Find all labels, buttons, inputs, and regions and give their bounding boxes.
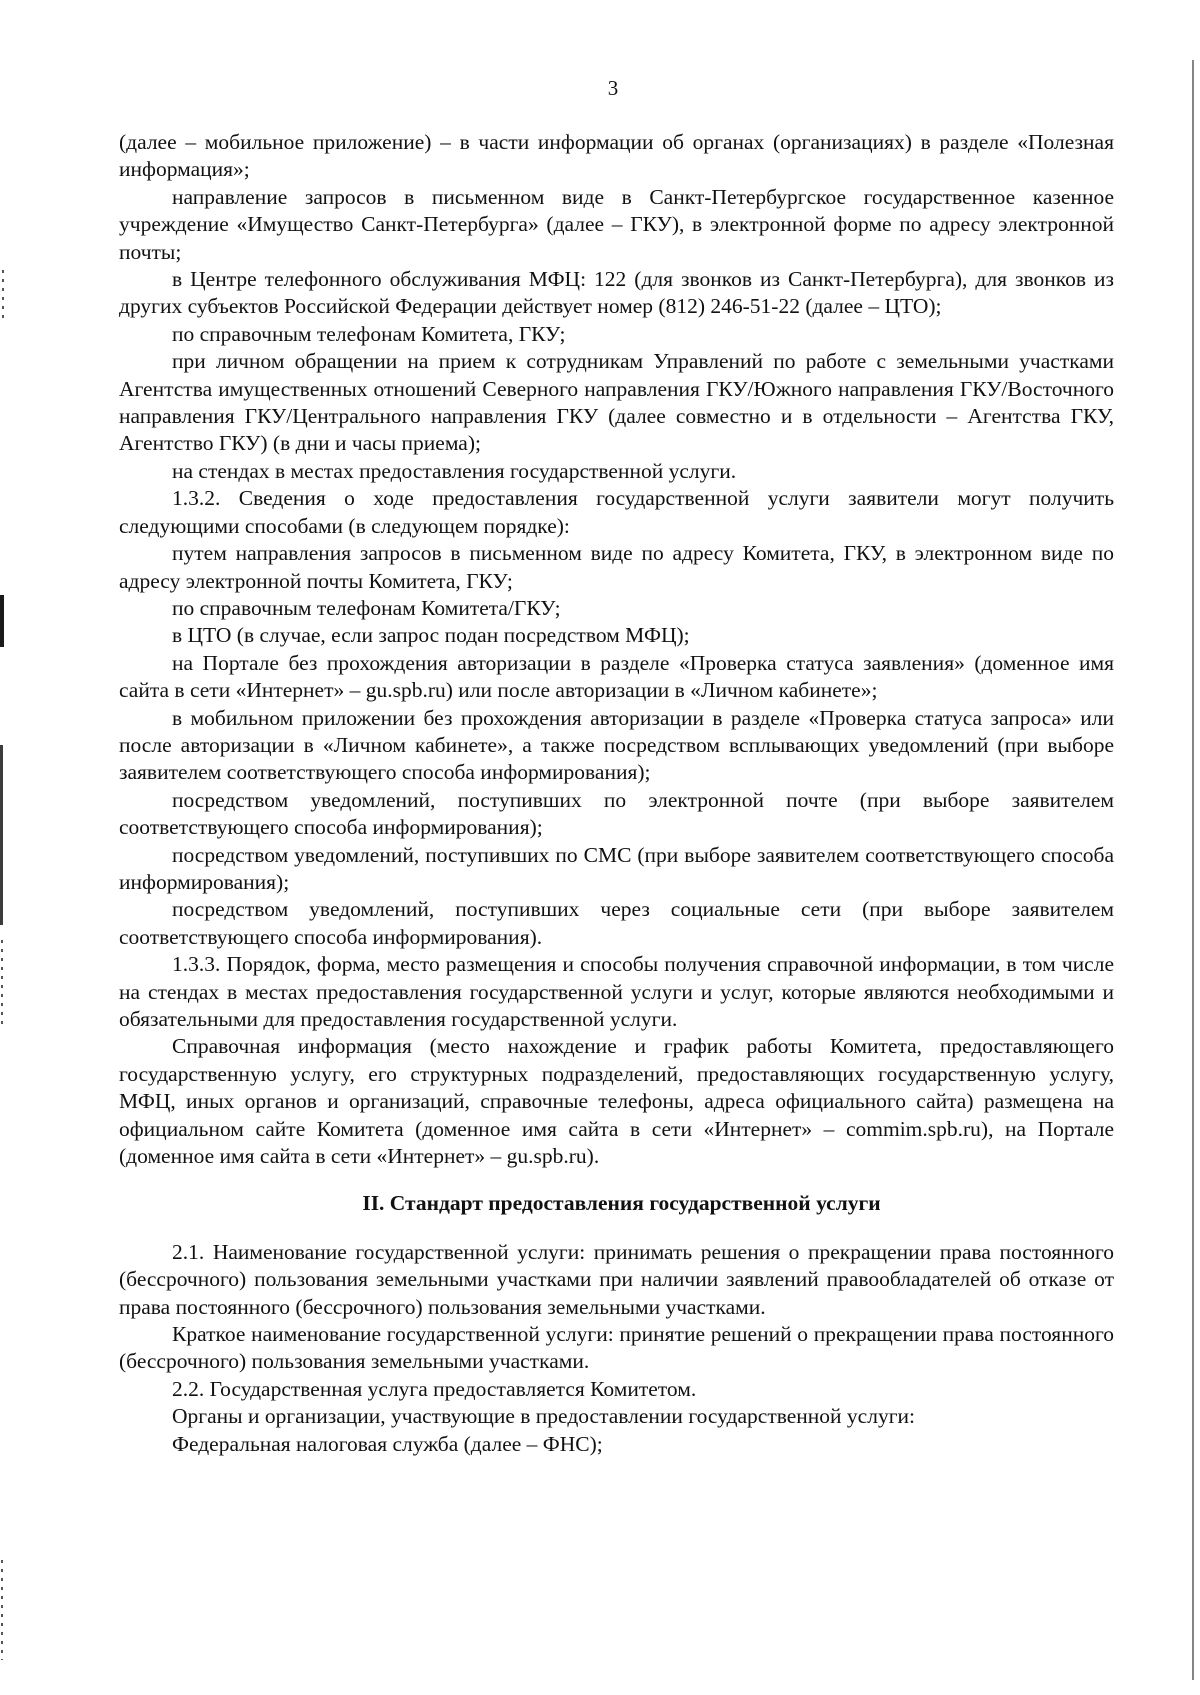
scan-artifact (1, 940, 3, 1030)
paragraph: 1.3.3. Порядок, форма, место размещения и способы получения справочной информации, в том числе на стендах в местах предоставления государственной услуги и услуг, которые являются необходимыми и обязательными для предоставления государственной услуги. (119, 952, 1114, 1031)
scan-artifact (1192, 60, 1194, 1680)
paragraph: в ЦТО (в случае, если запрос подан посредством МФЦ); (172, 623, 690, 648)
document-body (119, 129, 1114, 1458)
paragraph: на стендах в местах предоставления государственной услуги. (172, 458, 737, 483)
paragraph: посредством уведомлений, поступивших через социальные сети (при выборе заявителем соответствующего способа информирования). (119, 897, 1114, 949)
scan-artifact (0, 745, 3, 925)
paragraph: по справочным телефонам Комитета/ГКУ; (172, 595, 561, 620)
paragraph: в мобильном приложении без прохождения авторизации в разделе «Проверка статуса запроса» или после авторизации в «Личном кабинете», а также посредством всплывающих уведомлений (при выборе заявителем соответствующего способа информирования); (119, 705, 1114, 785)
paragraph: посредством уведомлений, поступивших по СМС (при выборе заявителем соответствующего способа информирования); (119, 842, 1114, 894)
paragraph: Краткое наименование государственной услуги: принятие решений о прекращении права постоянного (бессрочного) пользования земельными участками. (119, 1322, 1114, 1374)
paragraph: путем направления запросов в письменном виде по адресу Комитета, ГКУ, в электронном виде по адресу электронной почты Комитета, ГКУ; (119, 541, 1114, 593)
page-number: 3 (607, 76, 619, 100)
scan-artifact (0, 595, 4, 647)
scan-artifact (2, 270, 4, 320)
paragraph: 1.3.2. Сведения о ходе предоставления государственной услуги заявители могут получить следующими способами (в следующем порядке): (119, 486, 1114, 538)
paragraph: 2.1. Наименование государственной услуги: принимать решения о прекращении права постоянного (бессрочного) пользования земельными участками при наличии заявлений правообладателей об отказе от права постоянного (бессрочного) пользования земельными участками. (119, 1239, 1114, 1319)
paragraph: Федеральная налоговая служба (далее – ФНС); (172, 1431, 603, 1456)
paragraph: по справочным телефонам Комитета, ГКУ; (172, 321, 566, 346)
paragraph: направление запросов в письменном виде в Санкт-Петербургское государственное казенное учреждение «Имущество Санкт-Петербурга» (далее – ГКУ), в электронной форме по адресу электронной почты; (119, 184, 1114, 264)
paragraph: на Портале без прохождения авторизации в разделе «Проверка статуса заявления» (доменное имя сайта в сети «Интернет» – gu.spb.ru) или после авторизации в «Личном кабинете»; (119, 650, 1114, 703)
scan-artifact (1, 1560, 3, 1660)
paragraph: 2.2. Государственная услуга предоставляется Комитетом. (172, 1376, 697, 1401)
paragraph: Органы и организации, участвующие в предоставлении государственной услуги: (172, 1404, 915, 1429)
paragraph: (далее – мобильное приложение) – в части информации об органах (организациях) в разделе «Полезная информация»; (119, 130, 1114, 182)
paragraph: при личном обращении на прием к сотрудникам Управлений по работе с земельными участками Агентства имущественных отношений Северного направления ГКУ/Южного направления ГКУ/Восточного направления ГКУ/Центрального направления ГКУ (далее совместно и в отдельности – Агентства ГКУ, Агентство ГКУ) (в дни и часы приема); (119, 349, 1114, 456)
paragraph: посредством уведомлений, поступивших по электронной почте (при выборе заявителем соответствующего способа информирования); (119, 787, 1114, 840)
paragraph: Справочная информация (место нахождение и график работы Комитета, предоставляющего государственную услугу, его структурных подразделений, предоставляющих государственную услугу, МФЦ, иных органов и организаций, справочные телефоны, адреса официального сайта) размещена на официальном сайте Комитета (доменное имя сайта в сети «Интернет» – commim.spb.ru), на Портале (доменное имя сайта в сети «Интернет» – gu.spb.ru). (119, 1034, 1114, 1169)
section-heading: II. Стандарт предоставления государственной услуги (362, 1191, 881, 1216)
paragraph: в Центре телефонного обслуживания МФЦ: 122 (для звонков из Санкт-Петербурга), для звонков из других субъектов Российской Федерации действует номер (812) 246-51-22 (далее – ЦТО); (119, 267, 1114, 319)
